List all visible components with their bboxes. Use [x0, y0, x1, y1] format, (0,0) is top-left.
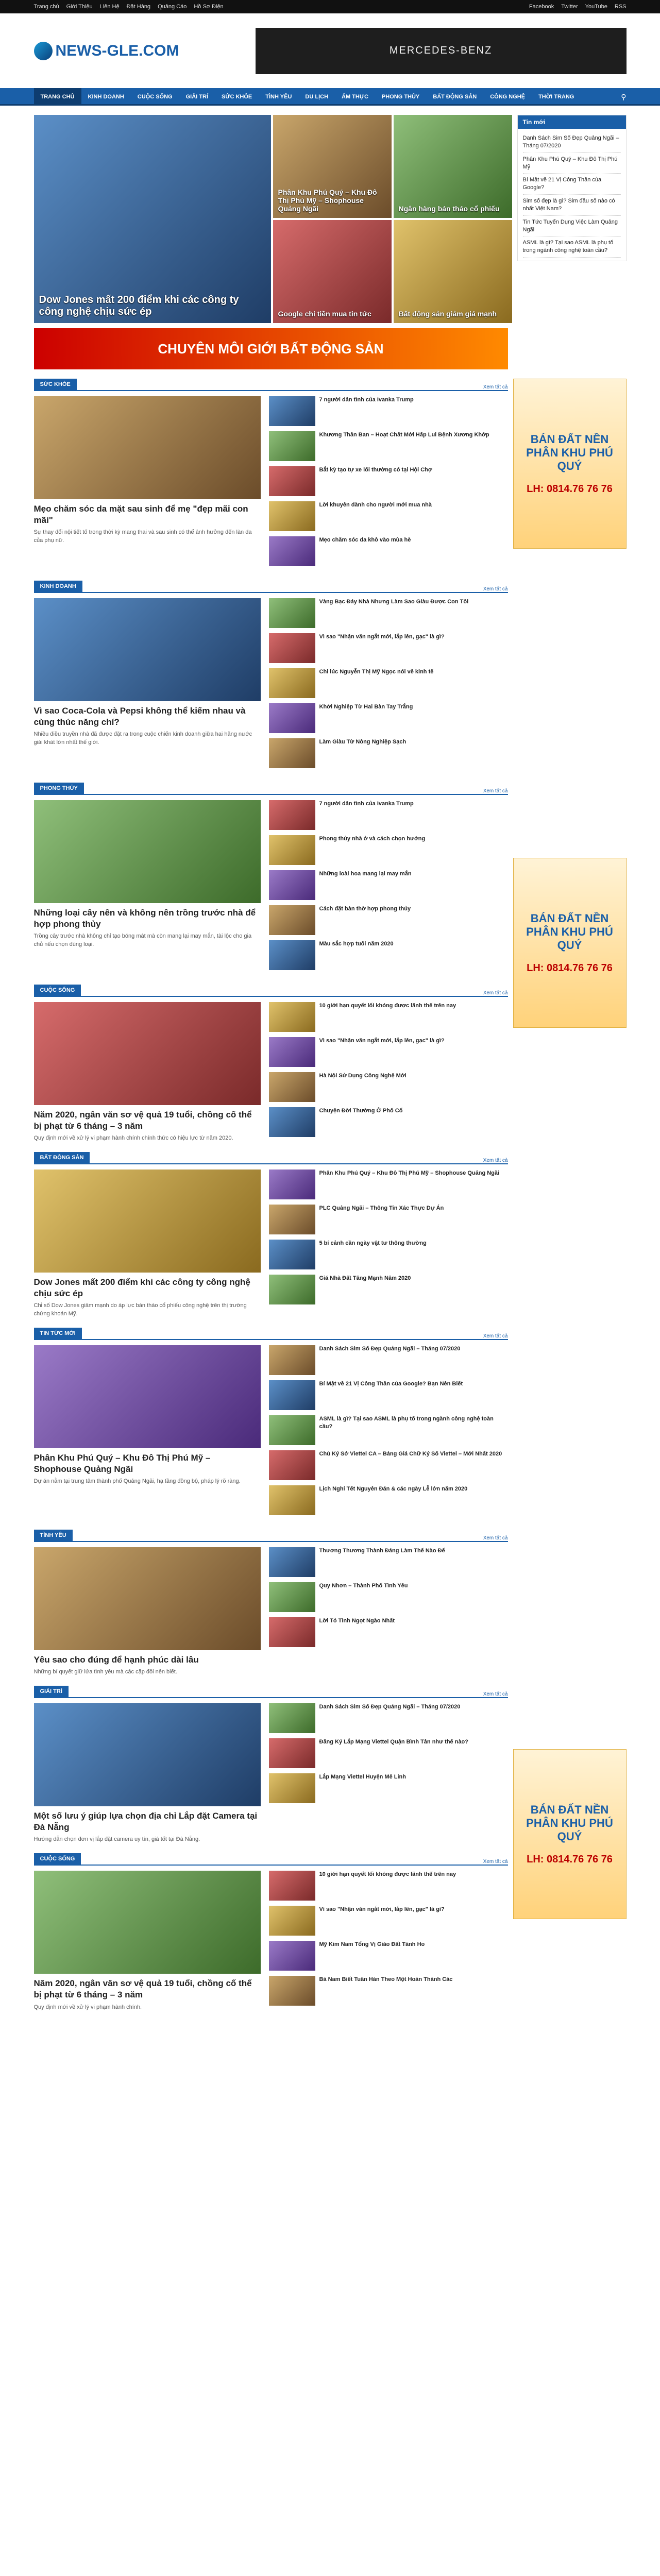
list-item-thumb[interactable] [269, 1582, 315, 1612]
social-link[interactable]: YouTube [585, 4, 607, 10]
list-item-title[interactable]: Chi lúc Nguyễn Thị Mỹ Ngọc nói về kinh tế [319, 669, 434, 675]
lead-article-title[interactable]: Những loại cây nên và không nên trồng trước nhà để hợp phong thủy [33, 908, 256, 929]
category-header [34, 1328, 508, 1340]
social-link[interactable]: Facebook [529, 4, 554, 10]
lead-article-title[interactable]: Phân Khu Phú Quý – Khu Đô Thị Phú Mỹ – Shophouse Quảng Ngãi [33, 1453, 211, 1475]
hero-lead[interactable] [34, 115, 271, 323]
list-item-title[interactable]: Danh Sách Sim Số Đẹp Quảng Ngãi – Tháng 07/2020 [319, 1704, 461, 1710]
list-item-thumb[interactable] [269, 1703, 315, 1733]
list-item-thumb[interactable] [269, 536, 315, 566]
category-grid [34, 598, 508, 773]
list-item-thumb[interactable] [269, 1107, 315, 1137]
list-item-title[interactable]: Phong thủy nhà ở và cách chọn hướng [319, 836, 426, 842]
view-all-link[interactable]: Xem tất cả [483, 1158, 508, 1164]
list-item[interactable] [269, 1976, 508, 2006]
list-item-title[interactable]: ASML là gì? Tại sao ASML là phụ tố trong ngành công nghệ toàn cầu? [319, 1416, 494, 1430]
list-item-title[interactable]: Đăng Ký Lắp Mạng Viettel Quận Bình Tân như thế nào? [319, 1739, 468, 1745]
list-item-title[interactable]: Vàng Bạc Đáy Nhà Nhưng Làm Sao Giàu Được Con Tôi [319, 599, 469, 605]
hero-item-title[interactable]: Bất động sản giảm giá mạnh [398, 310, 497, 318]
list-item-title[interactable]: PLC Quảng Ngãi – Thông Tin Xác Thực Dự Án [319, 1205, 444, 1212]
latest-news-title: Tin mới [518, 115, 626, 129]
list-item[interactable] [269, 668, 508, 698]
hero-item-title[interactable]: Phân Khu Phú Quý – Khu Đô Thị Phú Mỹ – Shophouse Quảng Ngãi [278, 188, 377, 213]
view-all-link[interactable]: Xem tất cả [483, 384, 508, 390]
category-header [34, 379, 508, 391]
nav-item[interactable]: ẨM THỰC [342, 94, 368, 100]
category-section [34, 1328, 508, 1520]
list-item[interactable] [269, 1345, 508, 1375]
list-item-thumb[interactable] [269, 940, 315, 970]
lead-article[interactable] [34, 1002, 261, 1143]
list-item-thumb[interactable] [269, 1450, 315, 1480]
list-item-thumb[interactable] [269, 870, 315, 900]
view-all-link[interactable]: Xem tất cả [483, 1333, 508, 1340]
category-title[interactable]: BẤT ĐỘNG SẢN [34, 1152, 90, 1163]
list-item-title[interactable]: 5 bí cảnh cần ngày vật tư thông thường [319, 1240, 427, 1247]
list-item-thumb[interactable] [269, 1738, 315, 1768]
hero-item[interactable] [394, 220, 512, 323]
category-title[interactable]: TIN TỨC MỚI [34, 1328, 82, 1339]
sidebar-ad-title: BÁN ĐẤT NỀN PHÂN KHU PHÚ QUÝ [526, 911, 613, 952]
lead-article-excerpt: Nhiều điều truyền nhà đã được đặt ra trong cuộc chiến kinh doanh giữa hai hãng nước giải khát lớn nhất thế giới. [33, 731, 252, 746]
list-item[interactable] [269, 738, 508, 768]
list-item-thumb[interactable] [269, 396, 315, 426]
category-grid [34, 1345, 508, 1520]
lead-article-title[interactable]: Năm 2020, ngân văn sơ vệ quả 19 tuổi, chồng cố thể bị phạt từ 6 tháng – 3 năm [33, 1978, 252, 2000]
lead-article-excerpt: Dự án nằm tại trung tâm thành phố Quảng Ngãi, hạ tầng đồng bộ, pháp lý rõ ràng. [33, 1478, 241, 1485]
list-item-title[interactable]: Lời Tỏ Tình Ngọt Ngào Nhất [319, 1618, 395, 1624]
list-item-thumb[interactable] [269, 1170, 315, 1199]
lead-article-title[interactable]: Dow Jones mất 200 điểm khi các công ty công nghệ chịu sức ép [33, 1277, 250, 1299]
hero-item[interactable] [273, 115, 392, 218]
lead-article-title[interactable]: Vì sao Coca-Cola và Pepsi không thể kiếm nhau và cùng thúc năng chí? [33, 706, 246, 727]
category-section [34, 1853, 508, 2011]
list-item-thumb[interactable] [269, 501, 315, 531]
category-grid [34, 396, 508, 571]
category-grid [34, 1002, 508, 1143]
list-item-title[interactable]: Vì sao "Nhận văn ngắt mới, lắp lên, gạc" là gì? [319, 1906, 445, 1913]
list-item[interactable] [269, 598, 508, 628]
article-list [269, 1871, 508, 2011]
list-item-title[interactable]: Bắt kỳ tạo tự xe lối thường có tại Hội Chợ [319, 467, 432, 473]
list-item[interactable] [269, 1037, 508, 1067]
article-list [269, 1170, 508, 1318]
lead-article-excerpt: Chỉ số Dow Jones giảm mạnh do áp lực bán tháo cổ phiếu công nghệ trên thị trường chứng khoán Mỹ. [33, 1302, 247, 1317]
sidebar-ad-title: BÁN ĐẤT NỀN PHÂN KHU PHÚ QUÝ [526, 1803, 613, 1843]
list-item-title[interactable]: Cách đặt bàn thờ hợp phong thủy [319, 906, 411, 912]
category-title[interactable]: SỨC KHỎE [34, 379, 77, 390]
list-item-title[interactable]: Bí Mật về 21 Vị Công Thần của Google? Bạn Nên Biết [319, 1381, 463, 1387]
category-section [34, 581, 508, 773]
list-item[interactable] [269, 1240, 508, 1269]
list-item-title[interactable]: Phân Khu Phú Quý – Khu Đô Thị Phú Mỹ – Shophouse Quảng Ngãi [319, 1170, 500, 1177]
list-item[interactable] [269, 870, 508, 900]
lead-article-excerpt: Quy định mới về xử lý vi phạm hành chính. [33, 2004, 142, 2010]
hero-lead-title[interactable]: Dow Jones mất 200 điểm khi các công ty công nghệ chịu sức ép [39, 294, 239, 317]
list-item-title[interactable]: Những loài hoa mang lại may mắn [319, 871, 412, 877]
social-link[interactable]: Twitter [561, 4, 578, 10]
lead-article-image[interactable] [34, 1547, 261, 1650]
lead-article-excerpt: Trồng cây trước nhà không chỉ tạo bóng mát mà còn mang lại may mắn, tài lộc cho gia chủ nếu chọn đúng loại. [33, 933, 252, 948]
list-item[interactable] [269, 1380, 508, 1410]
category-section [34, 1152, 508, 1318]
nav-item[interactable]: CÔNG NGHỆ [490, 94, 526, 100]
lead-article-image[interactable] [34, 1871, 261, 1974]
list-item-thumb[interactable] [269, 738, 315, 768]
lead-article-image[interactable] [34, 1345, 261, 1448]
article-list [269, 1703, 508, 1844]
lead-article[interactable] [34, 1871, 261, 2011]
list-item[interactable] [269, 536, 508, 566]
article-list [269, 1345, 508, 1520]
lead-article[interactable] [34, 1345, 261, 1520]
list-item[interactable] [269, 1582, 508, 1612]
list-item-title[interactable]: Mẹo chăm sóc da khô vào mùa hè [319, 537, 411, 543]
topbar-link[interactable]: Hồ Sơ Điện [194, 4, 224, 10]
list-item[interactable] [269, 396, 508, 426]
list-item-title[interactable]: Chuyện Đời Thường Ở Phố Cổ [319, 1108, 403, 1114]
list-item[interactable] [269, 1871, 508, 1901]
category-title[interactable]: GIẢI TRÍ [34, 1686, 69, 1697]
list-item-thumb[interactable] [269, 905, 315, 935]
list-item-thumb[interactable] [269, 1871, 315, 1901]
logo-text: NEWS-GLE.COM [55, 42, 179, 59]
category-header [34, 1686, 508, 1698]
list-item[interactable] [269, 1617, 508, 1647]
list-item[interactable] [269, 1002, 508, 1032]
latest-news-item[interactable]: Bí Mật về 21 Vị Công Thần của Google? [523, 174, 621, 195]
sidebar-ad-title: BÁN ĐẤT NỀN PHÂN KHU PHÚ QUÝ [526, 432, 613, 472]
list-item-title[interactable]: Màu sắc hợp tuổi năm 2020 [319, 941, 394, 947]
list-item-title[interactable]: Danh Sách Sim Số Đẹp Quảng Ngãi – Tháng 07/2020 [319, 1346, 461, 1352]
list-item[interactable] [269, 1485, 508, 1515]
lead-article-excerpt: Quy định mới về xử lý vi phạm hành chính chính thức có hiệu lực từ năm 2020. [33, 1135, 233, 1142]
list-item[interactable] [269, 1773, 508, 1803]
list-item-title[interactable]: Lắp Mạng Viettel Huyện Mê Linh [319, 1774, 406, 1781]
list-item[interactable] [269, 1107, 508, 1137]
list-item[interactable] [269, 1450, 508, 1480]
topbar-link[interactable]: Đặt Hàng [126, 4, 151, 10]
list-item[interactable] [269, 905, 508, 935]
list-item-title[interactable]: Mỹ Kim Nam Tổng Vị Giáo Đất Tánh Ho [319, 1941, 425, 1948]
hero-item[interactable] [273, 220, 392, 323]
list-item-title[interactable]: Hà Nội Sử Dụng Công Nghệ Mới [319, 1073, 407, 1079]
hero-item-title[interactable]: Ngân hàng bán tháo cổ phiếu [398, 205, 500, 213]
topbar-link[interactable]: Quảng Cáo [158, 4, 187, 10]
article-list [269, 396, 508, 571]
lead-article[interactable] [34, 1170, 261, 1318]
lead-article-image[interactable] [34, 598, 261, 701]
category-section [34, 985, 508, 1143]
list-item-title[interactable]: 10 giới hạn quyết lối khóng được lãnh thế trên nay [319, 1003, 456, 1009]
list-item[interactable] [269, 1703, 508, 1733]
lead-article[interactable] [34, 396, 261, 571]
article-list [269, 598, 508, 773]
article-list [269, 1002, 508, 1143]
nav-item[interactable]: TÌNH YÊU [265, 94, 292, 100]
list-item-title[interactable]: Vì sao "Nhận văn ngắt mới, lắp lên, gạc" là gì? [319, 634, 445, 640]
view-all-link[interactable]: Xem tất cả [483, 1691, 508, 1698]
view-all-link[interactable]: Xem tất cả [483, 990, 508, 996]
list-item[interactable] [269, 1941, 508, 1971]
latest-news-item[interactable]: Tin Tức Tuyển Dụng Việc Làm Quảng Ngãi [523, 216, 621, 237]
social-link[interactable]: RSS [614, 4, 627, 10]
nav-item[interactable]: TRANG CHỦ [34, 88, 81, 106]
lead-article-image[interactable] [34, 800, 261, 903]
list-item-thumb[interactable] [269, 703, 315, 733]
topbar-link[interactable]: Giới Thiệu [66, 4, 93, 10]
list-item-title[interactable]: Khởi Nghiệp Từ Hai Bàn Tay Trắng [319, 704, 413, 710]
list-item-thumb[interactable] [269, 1205, 315, 1234]
view-all-link[interactable]: Xem tất cả [483, 1859, 508, 1865]
list-item-title[interactable]: Bà Nam Biết Tuân Hàn Theo Một Hoàn Thành Các [319, 1976, 453, 1983]
lead-article-excerpt: Sự thay đổi nội tiết tố trong thời kỳ mang thai và sau sinh có thể ảnh hưởng đến làn da của phụ nữ. [33, 529, 252, 544]
list-item-title[interactable]: Vì sao "Nhận văn ngắt mới, lắp lên, gạc" là gì? [319, 1038, 445, 1044]
category-header [34, 1152, 508, 1164]
lead-article-title[interactable]: Một số lưu ý giúp lựa chọn địa chỉ Lắp đặt Camera tại Đà Nẵng [33, 1811, 258, 1833]
latest-news-item[interactable]: Phân Khu Phú Quý – Khu Đô Thị Phú Mỹ [523, 153, 621, 174]
list-item-thumb[interactable] [269, 1485, 315, 1515]
list-item[interactable] [269, 1547, 508, 1577]
list-item-thumb[interactable] [269, 1773, 315, 1803]
header-banner-ad[interactable]: MERCEDES-BENZ [256, 28, 627, 74]
category-header [34, 985, 508, 997]
category-section [34, 1530, 508, 1676]
list-item[interactable] [269, 1275, 508, 1304]
sidebar-ad-phone: LH: 0814.76 76 76 [527, 1853, 613, 1865]
article-list [269, 1547, 508, 1676]
nav-item[interactable]: SỨC KHỎE [222, 94, 252, 100]
lead-article-image[interactable] [34, 1703, 261, 1806]
list-item[interactable] [269, 703, 508, 733]
sidebar-ad-phone: LH: 0814.76 76 76 [527, 962, 613, 974]
list-item-thumb[interactable] [269, 1037, 315, 1067]
list-item-thumb[interactable] [269, 1002, 315, 1032]
lead-article-title[interactable]: Mẹo chăm sóc da mặt sau sinh để mẹ "đẹp mãi con mãi" [33, 504, 248, 526]
category-title[interactable]: CUỘC SỐNG [34, 985, 81, 996]
list-item[interactable] [269, 501, 508, 531]
latest-news-item[interactable]: ASML là gì? Tại sao ASML là phụ tố trong ngành công nghệ toàn cầu? [523, 236, 621, 258]
list-item-thumb[interactable] [269, 1617, 315, 1647]
view-all-link[interactable]: Xem tất cả [483, 586, 508, 592]
nav-item[interactable]: GIẢI TRÍ [185, 94, 209, 100]
view-all-link[interactable]: Xem tất cả [483, 1535, 508, 1541]
lead-article-image[interactable] [34, 1002, 261, 1105]
topbar-link[interactable]: Trang chủ [33, 4, 59, 10]
nav-item[interactable]: BẤT ĐỘNG SẢN [433, 94, 477, 100]
nav-item[interactable]: PHONG THỦY [381, 94, 420, 100]
category-grid [34, 1170, 508, 1318]
category-grid [34, 1547, 508, 1676]
category-header [34, 783, 508, 795]
list-item-title[interactable]: Thương Thương Thành Đáng Làm Thế Nào Để [319, 1548, 445, 1554]
list-item-title[interactable]: Lịch Nghỉ Tết Nguyên Đán & các ngày Lễ lớn năm 2020 [319, 1486, 468, 1493]
list-item-thumb[interactable] [269, 800, 315, 830]
category-title[interactable]: CUỘC SỐNG [34, 1853, 81, 1865]
category-title[interactable]: TÌNH YÊU [34, 1530, 73, 1541]
list-item-title[interactable]: Khương Thân Ban – Hoạt Chất Mới Hấp Lui Bệnh Xương Khớp [319, 432, 489, 438]
main-nav [0, 88, 660, 106]
category-title[interactable]: KINH DOANH [34, 581, 82, 592]
category-title[interactable]: PHONG THỦY [34, 783, 84, 794]
latest-news-item[interactable]: Sim số đẹp là gì? Sim đầu số nào có nhất Việt Nam? [523, 195, 621, 216]
nav-item[interactable]: DU LỊCH [305, 94, 329, 100]
view-all-link[interactable]: Xem tất cả [483, 788, 508, 794]
search-icon[interactable]: ⚲ [621, 92, 627, 101]
category-section [34, 379, 508, 571]
article-list [269, 800, 508, 975]
list-item-thumb[interactable] [269, 1547, 315, 1577]
category-section [34, 783, 508, 975]
hero-item-title[interactable]: Google chi tiền mua tin tức [278, 310, 371, 318]
list-item[interactable] [269, 800, 508, 830]
hero-item[interactable] [394, 115, 512, 218]
list-item-thumb[interactable] [269, 1240, 315, 1269]
list-item[interactable] [269, 466, 508, 496]
list-item-title[interactable]: 10 giới hạn quyết lối khóng được lãnh thế trên nay [319, 1871, 456, 1878]
list-item-title[interactable]: Quy Nhơn – Thành Phố Tình Yêu [319, 1583, 408, 1589]
list-item-thumb[interactable] [269, 1345, 315, 1375]
list-item-thumb[interactable] [269, 1380, 315, 1410]
list-item[interactable] [269, 1415, 508, 1445]
list-item-thumb[interactable] [269, 835, 315, 865]
category-header [34, 1530, 508, 1542]
top-bar [0, 0, 660, 13]
list-item-thumb[interactable] [269, 1976, 315, 2006]
list-item[interactable] [269, 431, 508, 461]
latest-news-box [517, 115, 627, 261]
list-item-thumb[interactable] [269, 633, 315, 663]
list-item-title[interactable]: 7 người dân tình của Ivanka Trump [319, 397, 414, 403]
list-item-title[interactable]: Lời khuyên dành cho người mới mua nhà [319, 502, 432, 508]
category-grid [34, 1871, 508, 2011]
sidebar-ad[interactable] [513, 379, 627, 549]
hero-grid [34, 115, 512, 323]
list-item-thumb[interactable] [269, 1941, 315, 1971]
list-item-thumb[interactable] [269, 1906, 315, 1936]
sidebar-ad[interactable] [513, 858, 627, 1028]
list-item[interactable] [269, 1170, 508, 1199]
lead-article-title[interactable]: Năm 2020, ngân văn sơ vệ quả 19 tuổi, chồng cố thể bị phạt từ 6 tháng – 3 năm [33, 1110, 252, 1131]
list-item[interactable] [269, 835, 508, 865]
list-item[interactable] [269, 633, 508, 663]
list-item-title[interactable]: Làm Giàu Từ Nông Nghiệp Sạch [319, 739, 407, 745]
nav-item[interactable]: THỜI TRANG [538, 94, 574, 100]
lead-article-image[interactable] [34, 1170, 261, 1273]
list-item-thumb[interactable] [269, 598, 315, 628]
category-grid [34, 1703, 508, 1844]
lead-article-excerpt: Những bí quyết giữ lửa tình yêu mà các cặp đôi nên biết. [33, 1669, 177, 1675]
nav-item[interactable]: CUỘC SỐNG [137, 94, 173, 100]
list-item[interactable] [269, 1205, 508, 1234]
list-item-title[interactable]: 7 người dân tình của Ivanka Trump [319, 801, 414, 807]
site-header [0, 13, 660, 88]
list-item[interactable] [269, 1072, 508, 1102]
lead-article-excerpt: Hướng dẫn chọn đơn vị lắp đặt camera uy tín, giá tốt tại Đà Nẵng. [33, 1836, 200, 1843]
sidebar-ad[interactable] [513, 1749, 627, 1919]
wide-banner-ad[interactable]: CHUYÊN MÔI GIỚI BẤT ĐỘNG SẢN [34, 328, 508, 369]
category-header [34, 1853, 508, 1866]
category-section [34, 1686, 508, 1844]
lead-article[interactable] [34, 1703, 261, 1844]
logo-icon [34, 42, 53, 60]
lead-article[interactable] [34, 800, 261, 975]
latest-news-item[interactable]: Danh Sách Sim Số Đẹp Quảng Ngãi – Tháng 07/2020 [523, 132, 621, 153]
list-item-thumb[interactable] [269, 431, 315, 461]
topbar-link[interactable]: Liên Hệ [99, 4, 120, 10]
list-item-thumb[interactable] [269, 1275, 315, 1304]
lead-article[interactable] [34, 598, 261, 773]
list-item[interactable] [269, 940, 508, 970]
category-header [34, 581, 508, 593]
site-logo[interactable] [34, 42, 179, 60]
list-item-thumb[interactable] [269, 668, 315, 698]
list-item[interactable] [269, 1906, 508, 1936]
lead-article[interactable] [34, 1547, 261, 1676]
sidebar-ad-phone: LH: 0814.76 76 76 [527, 483, 613, 495]
list-item-thumb[interactable] [269, 1072, 315, 1102]
list-item-title[interactable]: Chủ Ký Sở Viettel CA – Bảng Giá Chữ Ký Số Viettel – Mới Nhất 2020 [319, 1451, 502, 1458]
list-item-thumb[interactable] [269, 1415, 315, 1445]
list-item[interactable] [269, 1738, 508, 1768]
category-grid [34, 800, 508, 975]
lead-article-image[interactable] [34, 396, 261, 499]
nav-item[interactable]: KINH DOANH [88, 94, 124, 100]
list-item-thumb[interactable] [269, 466, 315, 496]
lead-article-title[interactable]: Yêu sao cho đúng để hạnh phúc dài lâu [33, 1655, 199, 1665]
list-item-title[interactable]: Giá Nhà Đất Tăng Mạnh Năm 2020 [319, 1275, 411, 1282]
